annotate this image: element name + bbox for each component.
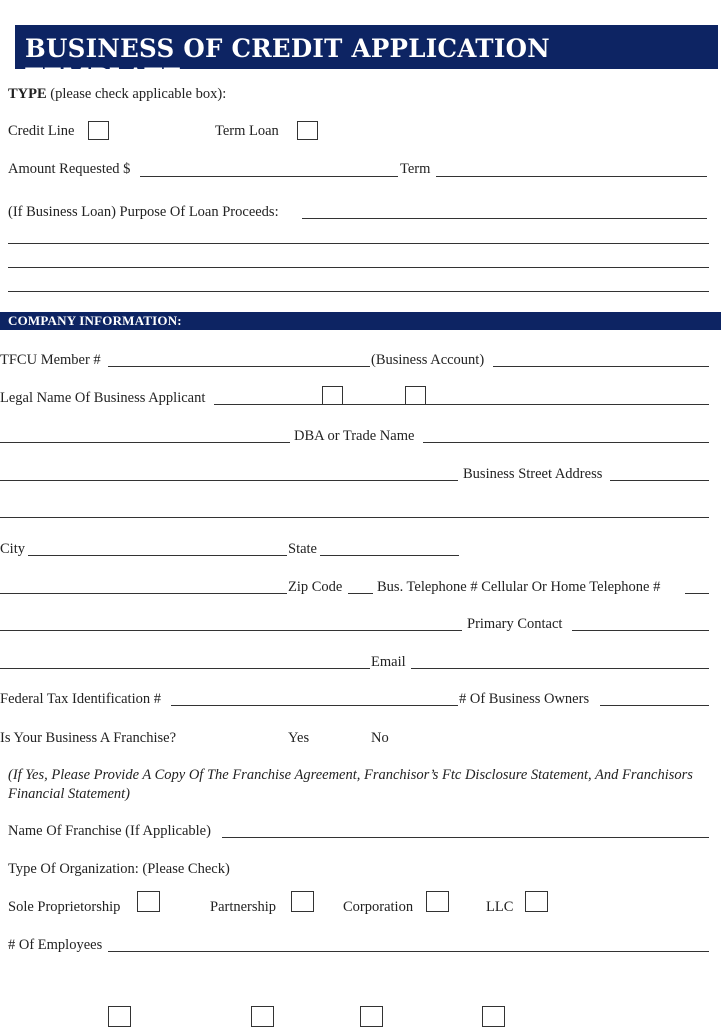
- type-heading-row: [8, 86, 226, 103]
- num-employees-label: # Of Employees: [8, 937, 103, 953]
- phones-field[interactable]: [685, 593, 709, 594]
- primary-contact-field[interactable]: [572, 630, 709, 631]
- company-section-heading: COMPANY INFORMATION:: [8, 313, 182, 328]
- sole-prop-label: Sole Proprietorship: [8, 899, 121, 915]
- llc-label: LLC: [486, 899, 514, 915]
- company-section-bar: [0, 312, 721, 330]
- dba-field[interactable]: [423, 442, 709, 443]
- corporation-label: Corporation: [343, 899, 414, 915]
- partnership-label: Partnership: [210, 899, 277, 915]
- primary-contact-label: Primary Contact: [467, 616, 563, 632]
- purpose-line-2[interactable]: [8, 243, 709, 244]
- email-field-left[interactable]: [0, 668, 370, 669]
- email-label: Email: [371, 654, 406, 670]
- purpose-line-3[interactable]: [8, 267, 709, 268]
- email-field[interactable]: [411, 668, 709, 669]
- org-type-label: Type Of Organization: (Please Check): [8, 861, 230, 877]
- partnership-checkbox[interactable]: [291, 891, 314, 912]
- num-owners-field[interactable]: [600, 705, 709, 706]
- street-address-label: Business Street Address: [463, 466, 603, 482]
- franchise-yes-option[interactable]: Yes: [288, 730, 310, 746]
- corporation-checkbox[interactable]: [426, 891, 449, 912]
- federal-tax-field[interactable]: [171, 705, 458, 706]
- term-loan-checkbox[interactable]: [297, 121, 318, 140]
- dba-field-left[interactable]: [0, 442, 290, 443]
- zip-code-field[interactable]: [348, 593, 373, 594]
- dba-label: DBA or Trade Name: [294, 428, 415, 444]
- num-owners-label: # Of Business Owners: [459, 691, 590, 707]
- legal-name-label: Legal Name Of Business Applicant: [0, 390, 206, 406]
- type-heading: TYPE: [8, 86, 47, 102]
- street-address-field[interactable]: [610, 480, 709, 481]
- city-field[interactable]: [28, 555, 287, 556]
- business-account-field[interactable]: [493, 366, 709, 367]
- legal-name-checkbox-2[interactable]: [405, 386, 426, 405]
- tfcu-member-field[interactable]: [108, 366, 370, 367]
- credit-line-checkbox[interactable]: [88, 121, 109, 140]
- legal-name-checkbox-1[interactable]: [322, 386, 343, 405]
- credit-line-label: Credit Line: [8, 123, 75, 139]
- zip-code-label: Zip Code: [288, 579, 343, 595]
- city-label: City: [0, 541, 25, 557]
- term-label: Term: [400, 161, 431, 177]
- amount-requested-field[interactable]: [140, 176, 398, 177]
- tfcu-member-label: TFCU Member #: [0, 352, 101, 368]
- franchise-name-field[interactable]: [222, 837, 709, 838]
- purpose-field[interactable]: [302, 218, 707, 219]
- zip-field-left[interactable]: [0, 593, 287, 594]
- num-employees-field[interactable]: [108, 951, 709, 952]
- llc-checkbox[interactable]: [525, 891, 548, 912]
- term-loan-label: Term Loan: [215, 123, 279, 139]
- amount-requested-label: Amount Requested $: [8, 161, 131, 177]
- sole-prop-checkbox[interactable]: [137, 891, 160, 912]
- page-title: BUSINESS OF CREDIT APPLICATION TEMPLATE: [25, 34, 550, 92]
- franchise-question-label: Is Your Business A Franchise?: [0, 730, 177, 746]
- purpose-line-4[interactable]: [8, 291, 709, 292]
- franchise-no-option[interactable]: No: [371, 730, 389, 746]
- term-field[interactable]: [436, 176, 707, 177]
- federal-tax-label: Federal Tax Identification #: [0, 691, 161, 707]
- business-account-label: (Business Account): [371, 352, 485, 368]
- phones-label: Bus. Telephone # Cellular Or Home Telephone #: [377, 579, 661, 595]
- state-label: State: [288, 541, 317, 557]
- street-address-line-2[interactable]: [0, 517, 709, 518]
- franchise-name-label: Name Of Franchise (If Applicable): [8, 823, 211, 839]
- state-field[interactable]: [320, 555, 459, 556]
- type-heading-note: (please check applicable box):: [50, 86, 227, 102]
- purpose-label: (If Business Loan) Purpose Of Loan Proceeds:: [8, 204, 279, 220]
- franchise-note: (If Yes, Please Provide A Copy Of The Franchise Agreement, Franchisor’s Ftc Disclosure Statement, And Franchisors Financial Statement): [8, 767, 693, 802]
- primary-contact-field-left[interactable]: [0, 630, 462, 631]
- title-bar: [15, 25, 718, 92]
- street-address-field-left[interactable]: [0, 480, 458, 481]
- legal-name-field[interactable]: [214, 404, 709, 405]
